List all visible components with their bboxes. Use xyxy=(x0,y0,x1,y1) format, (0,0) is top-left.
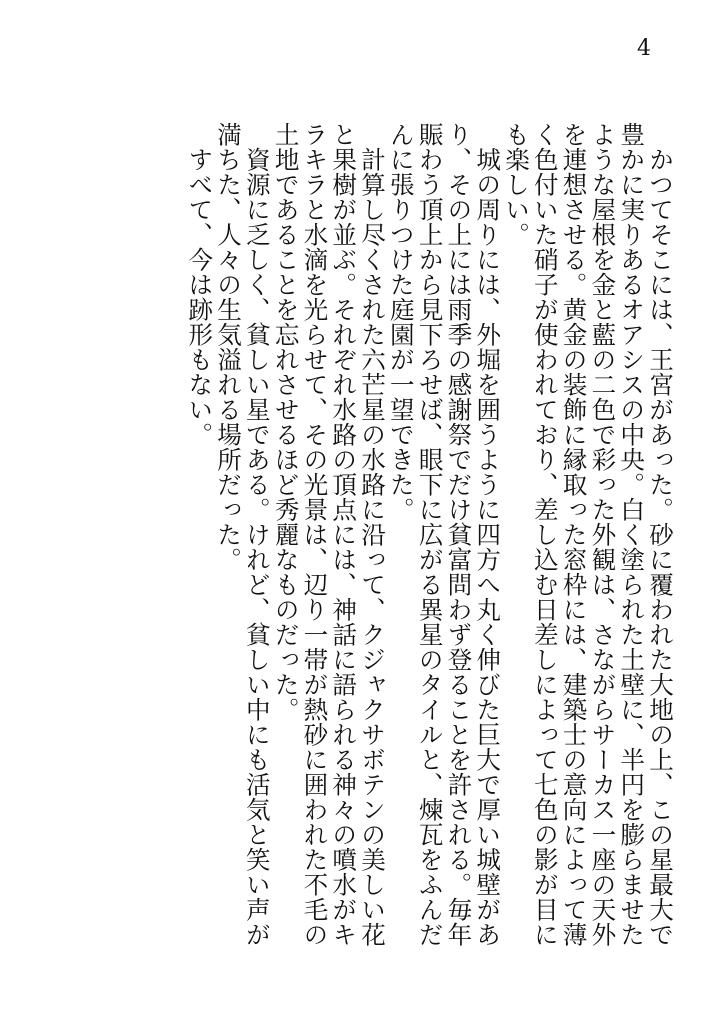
page-number: 4 xyxy=(637,36,651,61)
paragraph: かつてそこには、王宮があった。砂に覆われた大地の上、この星最大で豊かに実りあるオアシスの中央。白く塗られた土壁に、半円を膨らませたような屋根を金と藍の二色で彩った外観は、さながらサーカス一座の天外を連想させる。黄金の装飾に縁取った窓枠には、建築士の意向によって薄く色付いた硝子が使われており、差し込む日差しによって七色の影が目にも楽しい。 xyxy=(502,122,675,947)
paragraph: 城の周りには、外堀を囲うように四方へ丸く伸びた巨大で厚い城壁があり、その上には雨季の感謝祭でだけ貧富問わず登ることを許される。毎年賑わう頂上から見下ろせば、眼下に広がる異星のタイルと、煉瓦をふんだんに張りつけた庭園が一望できた。 xyxy=(386,122,503,947)
body-text xyxy=(184,122,674,962)
paragraph: 資源に乏しく、貧しい星である。けれど、貧しい中にも活気と笑い声が満ちた、人々の生気溢れる場所だった。 xyxy=(214,122,272,947)
paragraph: 計算し尽くされた六芒星の水路に沿って、クジャクサボテンの美しい花と果樹が並ぶ。それぞれ水路の頂点には、神話に語られる神々の噴水がキラキラと水滴を光らせて、その光景は、辺り一帯が熱砂に囲われた不毛の土地であることを忘れさせるほど秀麗なものだった。 xyxy=(271,122,388,947)
paragraph: すべて、今は跡形もない。 xyxy=(185,146,215,447)
